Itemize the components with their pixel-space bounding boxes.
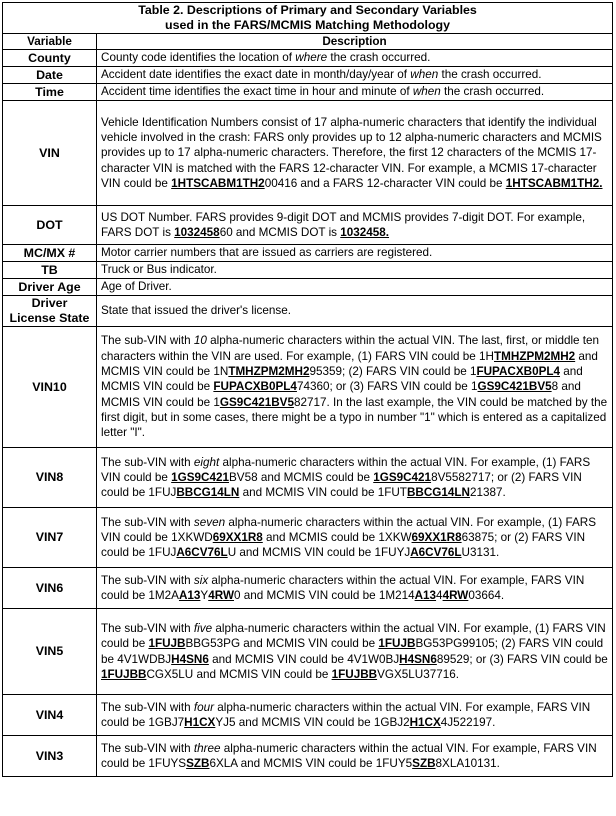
vin-match-segment: 1HTSCABM1TH2 [171, 176, 265, 190]
description-cell [97, 50, 613, 67]
vin-match-segment: SZB [186, 757, 210, 770]
vin-match-segment: 1GS9C421 [171, 470, 229, 484]
description-text: Age of Driver. [101, 280, 172, 294]
description-text: The sub-VIN with [101, 455, 194, 469]
description-text: the crash occurred. [327, 51, 431, 65]
vin-match-segment: H4SN6 [171, 652, 209, 666]
variable-cell: Date [3, 67, 97, 84]
emphasis-text: when [410, 68, 439, 82]
description-cell [97, 206, 613, 245]
variable-cell: MC/MX # [3, 245, 97, 262]
vin-match-segment: A13 [178, 589, 201, 602]
description-text: U and MCMIS VIN could be 1FUYJ [227, 546, 411, 560]
header-variable: Variable [3, 34, 97, 50]
vin-match-segment: FUPACXB0PL4 [476, 365, 561, 379]
table-row [3, 568, 613, 609]
description-text: 21387. [469, 486, 506, 500]
emphasis-text: 10 [193, 334, 207, 348]
description-text: 95359; (2) FARS VIN could be 1 [309, 365, 477, 379]
header-description: Description [97, 34, 613, 50]
description-text: BG53PG99105; (2) FARS VIN could be 4V1WDBJ [101, 637, 604, 666]
vin-match-segment: 69XX1R8 [212, 530, 263, 544]
description-text: The sub-VIN with [101, 334, 194, 348]
description-text: Motor carrier numbers that are issued as carriers are registered. [101, 246, 433, 260]
description-text: alpha-numeric characters within the actual VIN. For example, FARS VIN could be 1M2A [101, 573, 585, 602]
vin-match-segment: TMHZPM2MH2 [228, 365, 310, 379]
table-row [3, 245, 613, 262]
description-text: the crash occurred. [438, 68, 542, 82]
vin-match-segment: 1032458. [340, 226, 390, 239]
description-text: 4 [436, 589, 443, 602]
description-text: 6XLA and MCMIS VIN could be 1FUY5 [209, 757, 413, 770]
table-row [3, 609, 613, 695]
description-cell [97, 695, 613, 736]
description-text: Y [200, 589, 209, 602]
variable-cell: Driver License State [3, 296, 97, 327]
description-text: alpha-numeric characters within the actual VIN. For example, FARS VIN could be 1FUYS [101, 741, 597, 770]
description-cell [97, 448, 613, 508]
header-row [3, 34, 613, 50]
variable-cell: Time [3, 84, 97, 101]
table-row [3, 84, 613, 101]
description-cell [97, 262, 613, 279]
table-row [3, 101, 613, 206]
vin-match-segment: 4RW [442, 589, 469, 602]
description-text: and MCMIS VIN could be 1N [101, 349, 598, 379]
variable-cell: TB [3, 262, 97, 279]
table-row [3, 327, 613, 448]
vin-match-segment: H1CX [409, 716, 441, 729]
vin-match-segment: 4RW [208, 589, 234, 602]
variable-cell: VIN5 [3, 609, 97, 695]
vin-match-segment: TMHZPM2MH2 [494, 349, 576, 363]
vin-match-segment: SZB [412, 757, 436, 770]
vin-match-segment: A13 [414, 589, 437, 602]
description-text: 89529; or (3) FARS VIN could be [436, 652, 608, 666]
description-cell [97, 609, 613, 695]
description-text: VGX5LU37716. [377, 667, 459, 681]
table-title-line2: used in the FARS/MCMIS Matching Methodology [165, 18, 450, 32]
description-text: County code identifies the location of [101, 51, 296, 65]
description-text: The sub-VIN with [101, 700, 194, 714]
vin-match-segment: GS9C421BV5 [219, 395, 294, 409]
document-page [2, 2, 612, 777]
description-text: The sub-VIN with [101, 573, 194, 587]
variable-cell: VIN4 [3, 695, 97, 736]
description-text: YJ5 and MCMIS VIN could be 1GBJ2 [215, 716, 410, 729]
vin-match-segment: H4SN6 [399, 652, 437, 666]
emphasis-text: three [193, 741, 221, 755]
description-cell [97, 296, 613, 327]
description-text: 03664. [468, 589, 505, 602]
table-body [3, 50, 613, 777]
description-text: BV58 and MCMIS could be [229, 470, 374, 484]
description-text: 8 and MCMIS VIN could be 1 [101, 380, 581, 409]
description-text: 60 and MCMIS DOT is [219, 226, 341, 239]
description-text: The sub-VIN with [101, 621, 194, 635]
variable-cell: Driver Age [3, 279, 97, 296]
vin-match-segment: FUPACXB0PL4 [213, 380, 297, 394]
table-row [3, 50, 613, 67]
description-text: 8XLA10131. [435, 757, 500, 770]
vin-match-segment: 69XX1R8 [411, 530, 462, 544]
description-text: alpha-numeric characters within the actual VIN. For example, (1) FARS VIN could be 1XKWD [101, 515, 596, 544]
emphasis-text: four [193, 700, 215, 714]
vin-match-segment: A6CV76L [410, 546, 462, 560]
description-text: and MCMIS VIN could be 1FUT [239, 486, 407, 500]
variable-cell: VIN7 [3, 508, 97, 568]
vin-match-segment: H1CX [184, 716, 216, 729]
table-row [3, 448, 613, 508]
description-cell [97, 736, 613, 777]
emphasis-text: six [193, 573, 209, 587]
description-cell [97, 327, 613, 448]
emphasis-text: where [295, 51, 328, 65]
description-text: CGX5LU and MCMIS VIN could be [146, 667, 332, 681]
table-row [3, 206, 613, 245]
variable-cell: VIN10 [3, 327, 97, 448]
vin-match-segment: BBCG14LN [406, 486, 470, 500]
description-text: U3131. [461, 546, 500, 560]
vin-match-segment: 1FUJBB [101, 667, 147, 681]
description-text: and MCMIS could be 1XKW [262, 530, 412, 544]
vin-match-segment: 1032458 [174, 226, 220, 239]
description-cell [97, 279, 613, 296]
vin-match-segment: 1GS9C421 [373, 470, 432, 484]
description-text: BBG53PG and MCMIS VIN could be [185, 637, 379, 651]
emphasis-text: five [193, 621, 213, 635]
table-row [3, 279, 613, 296]
description-text: The sub-VIN with [101, 741, 194, 755]
description-text: 4J522197. [440, 716, 496, 729]
emphasis-text: when [412, 85, 441, 99]
variable-cell: VIN8 [3, 448, 97, 508]
vin-match-segment: 1FUJB [378, 637, 416, 651]
description-text: US DOT Number. FARS provides 9-digit DOT and MCMIS provides 7-digit DOT. For example, FARS DOT is [101, 210, 586, 239]
description-text: alpha-numeric characters within the actual VIN. For example, (1) FARS VIN could be [101, 455, 591, 484]
description-text: Vehicle Identification Numbers consist of 17 alpha-numeric characters that identify the individual vehicle involved in the crash: FARS only provides up to 12 alpha-numeric characters and MCMIS provides up to 17 alpha-numeric characters. Therefore, the first 12 characters of the MCMIS 17-character VIN is matched with the FARS 12-character VIN. For example, a MCMIS 17-character VIN could be [101, 115, 602, 190]
description-text: alpha-numeric characters within the actual VIN. The last, first, or middle ten characters within the VIN are used. For example, (1) FARS VIN could be 1H [101, 334, 600, 363]
description-cell [97, 84, 613, 101]
description-text: 74360; or (3) FARS VIN could be 1 [296, 380, 478, 394]
description-cell [97, 101, 613, 206]
description-text: Accident date identifies the exact date in month/day/year of [101, 68, 411, 82]
description-cell [97, 67, 613, 84]
description-text: and MCMIS VIN could be 4V1W0BJ [208, 652, 400, 666]
vin-match-segment: GS9C421BV5 [477, 380, 552, 394]
vin-match-segment: BBCG14LN [176, 486, 240, 500]
table-row [3, 695, 613, 736]
table-row [3, 296, 613, 327]
variable-cell: VIN3 [3, 736, 97, 777]
title-row [3, 3, 613, 34]
variable-cell: DOT [3, 206, 97, 245]
table-title [3, 3, 613, 34]
description-text: and MCMIS VIN could be [101, 365, 583, 394]
variable-cell: VIN [3, 101, 97, 206]
description-text: State that issued the driver's license. [101, 304, 291, 318]
description-text: 63875; or (2) FARS VIN could be 1FUJ [101, 530, 586, 560]
variable-cell: County [3, 50, 97, 67]
description-text: the crash occurred. [440, 85, 545, 99]
variable-cell: VIN6 [3, 568, 97, 609]
table-row [3, 736, 613, 777]
table-row [3, 262, 613, 279]
description-cell [97, 245, 613, 262]
description-text: alpha-numeric characters within the actual VIN. For example, FARS VIN could be 1GBJ7 [101, 700, 591, 729]
vin-match-segment: 1FUJBB [331, 667, 378, 681]
variables-table [2, 2, 613, 777]
table-row [3, 508, 613, 568]
description-text: 8V5582717; or (2) FARS VIN could be 1FUJ [101, 470, 582, 500]
description-text: 00416 and a FARS 12-character VIN could be [264, 176, 506, 190]
vin-match-segment: 1HTSCABM1TH2. [505, 176, 603, 190]
emphasis-text: seven [193, 515, 226, 529]
description-text: The sub-VIN with [101, 515, 194, 529]
description-text: Accident time identifies the exact time in hour and minute of [101, 85, 413, 99]
description-text: Truck or Bus indicator. [101, 263, 217, 277]
table-row [3, 67, 613, 84]
description-cell [97, 508, 613, 568]
description-text: 0 and MCMIS VIN could be 1M214 [233, 589, 415, 602]
table-title-line1: Table 2. Descriptions of Primary and Secondary Variables [138, 3, 477, 17]
vin-match-segment: 1FUJB [148, 637, 186, 651]
description-text: 82717. In the last example, the VIN could be matched by the first digit, but in some cases, there might be a typo in number "1" which is entered as a capitalized letter "I". [101, 395, 608, 440]
emphasis-text: eight [193, 455, 220, 469]
description-cell [97, 568, 613, 609]
description-text: alpha-numeric characters within the actual VIN. For example, (1) FARS VIN could be [101, 621, 606, 651]
vin-match-segment: A6CV76L [176, 546, 228, 560]
